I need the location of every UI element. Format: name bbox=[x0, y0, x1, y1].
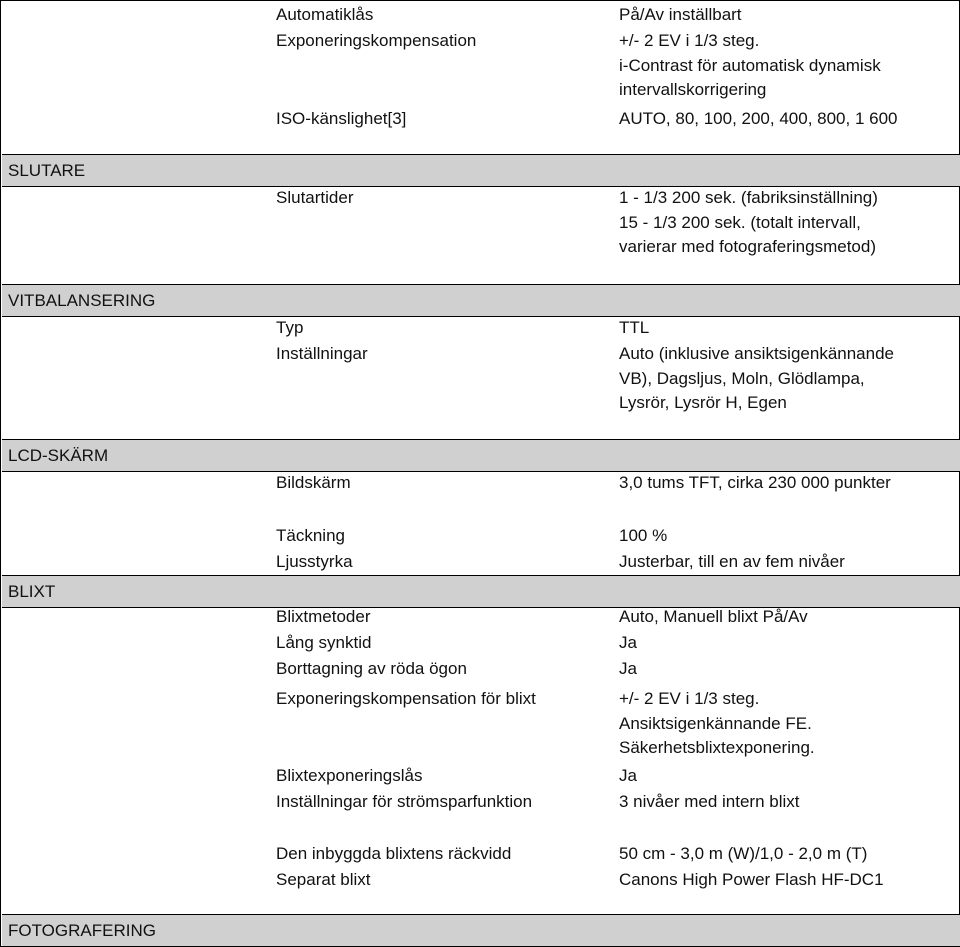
spec-value: +/- 2 EV i 1/3 steg. i-Contrast för automatisk dynamisk intervallskorrigering bbox=[619, 31, 881, 99]
section-title: VITBALANSERING bbox=[8, 291, 156, 310]
spec-label: Slutartider bbox=[276, 188, 354, 207]
spec-value: På/Av inställbart bbox=[619, 5, 742, 24]
spec-label: Automatiklås bbox=[276, 5, 374, 24]
spec-label: Lång synktid bbox=[276, 633, 372, 652]
spec-value: TTL bbox=[619, 318, 650, 337]
spec-value: Canons High Power Flash HF-DC1 bbox=[619, 870, 884, 889]
spec-label: Ljusstyrka bbox=[276, 552, 353, 571]
spec-label: Inställningar för strömsparfunktion bbox=[276, 792, 533, 811]
section-header-vitbalansering bbox=[2, 284, 960, 317]
spec-label: Separat blixt bbox=[276, 870, 371, 889]
section-title: FOTOGRAFERING bbox=[8, 921, 156, 940]
spec-value: Auto (inklusive ansiktsigenkännande VB), Dagsljus, Moln, Glödlampa, Lysrör, Lysrör H, Egen bbox=[619, 344, 895, 412]
section-header-blixt bbox=[2, 575, 960, 608]
spec-label: Typ bbox=[276, 318, 304, 337]
spec-label: Inställningar bbox=[276, 344, 368, 363]
spec-value: Ja bbox=[619, 633, 637, 652]
spec-label: Den inbyggda blixtens räckvidd bbox=[276, 844, 512, 863]
section-title: BLIXT bbox=[8, 582, 56, 601]
spec-label: ISO-känslighet[3] bbox=[276, 109, 407, 128]
spec-value: Justerbar, till en av fem nivåer bbox=[619, 552, 845, 571]
spec-label: Bildskärm bbox=[276, 473, 351, 492]
section-header-slutare bbox=[2, 154, 960, 187]
spec-value: 3 nivåer med intern blixt bbox=[619, 792, 800, 811]
spec-label: Exponeringskompensation bbox=[276, 31, 477, 50]
spec-value: 3,0 tums TFT, cirka 230 000 punkter bbox=[619, 473, 891, 492]
spec-label: Exponeringskompensation för blixt bbox=[276, 689, 536, 708]
spec-label: Blixtmetoder bbox=[276, 607, 371, 626]
spec-value: +/- 2 EV i 1/3 steg. Ansiktsigenkännande FE. Säkerhetsblixtexponering. bbox=[619, 689, 815, 757]
spec-value: Ja bbox=[619, 659, 637, 678]
section-title: SLUTARE bbox=[8, 161, 86, 180]
spec-label: Borttagning av röda ögon bbox=[276, 659, 467, 678]
spec-value: Ja bbox=[619, 766, 637, 785]
spec-value: 50 cm - 3,0 m (W)/1,0 - 2,0 m (T) bbox=[619, 844, 868, 863]
spec-label: Blixtexponeringslås bbox=[276, 766, 423, 785]
spec-value: 100 % bbox=[619, 526, 668, 545]
section-title: LCD-SKÄRM bbox=[8, 446, 109, 465]
spec-label: Täckning bbox=[276, 526, 345, 545]
spec-value: Auto, Manuell blixt På/Av bbox=[619, 607, 808, 626]
section-header-fotografering bbox=[2, 914, 960, 947]
section-header-lcd bbox=[2, 439, 960, 472]
spec-value: AUTO, 80, 100, 200, 400, 800, 1 600 bbox=[619, 109, 898, 128]
spec-value: 1 - 1/3 200 sek. (fabriksinställning) 15 - 1/3 200 sek. (totalt intervall, varierar med fotograferingsmetod) bbox=[619, 188, 878, 256]
